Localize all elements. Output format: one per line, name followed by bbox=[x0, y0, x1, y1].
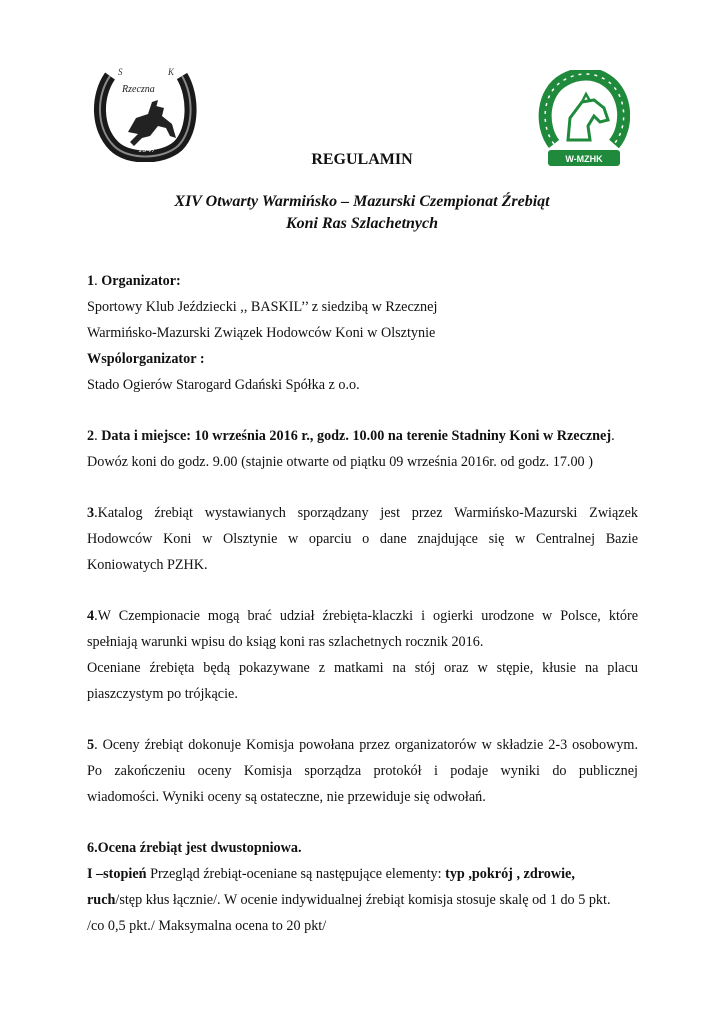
horse-head-icon bbox=[568, 100, 608, 140]
co-organizer-heading: Wspólorganizator : bbox=[87, 351, 205, 367]
section-4-line: piaszczystym po trójkącie. bbox=[87, 686, 238, 702]
logo-wmzhk-label: W-MZHK bbox=[565, 154, 603, 164]
section-6-line: ruch/stęp kłus łącznie/. W ocenie indywidualnej źrebiąt komisja stosuje skalę od 1 do 5 pkt. bbox=[87, 892, 611, 908]
section-6-stage-1: I –stopień Przegląd źrebiąt-oceniane są następujące elementy: typ ,pokrój , zdrowie, bbox=[87, 866, 575, 882]
co-organizer-line: Stado Ogierów Starogard Gdański Spółka z o.o. bbox=[87, 377, 360, 393]
section-4-line: 4.W Czempionacie mogą brać udział źrebięta-klaczki i ogierki urodzone w Polsce, które bbox=[87, 608, 638, 624]
logo-letter-k: K bbox=[168, 67, 175, 77]
logo-letter-s: S bbox=[118, 67, 123, 77]
section-3-line: 3.Katalog źrebiąt wystawianych sporządzany jest przez Warmińsko-Mazurski Związek bbox=[87, 505, 638, 521]
document-subtitle bbox=[0, 191, 724, 235]
regulation-body bbox=[87, 268, 638, 939]
section-6-heading: 6.Ocena źrebiąt jest dwustopniowa. bbox=[87, 840, 302, 856]
subtitle-line: Koni Ras Szlachetnych bbox=[285, 215, 439, 232]
section-3-line: Hodowców Koni w Olsztynie w oparciu o dane znajdujące się w Centralnej Bazie bbox=[87, 531, 638, 547]
organizer-line: Sportowy Klub Jeździecki ,, BASKIL’’ z siedzibą w Rzecznej bbox=[87, 299, 438, 315]
section-5-line: wiadomości. Wyniki oceny są ostateczne, nie przewiduje się odwołań. bbox=[87, 789, 486, 805]
logo-year: 1947 bbox=[138, 144, 156, 154]
section-6-line: /co 0,5 pkt./ Maksymalna ocena to 20 pkt/ bbox=[87, 918, 327, 934]
section-2-date-place: 2. Data i miejsce: 10 września 2016 r., godz. 10.00 na terenie Stadniny Koni w Rzecznej. bbox=[87, 428, 615, 444]
document-title: REGULAMIN bbox=[311, 151, 413, 168]
section-1-heading: 1. Organizator: bbox=[87, 273, 181, 289]
horse-rider-icon bbox=[128, 106, 176, 146]
section-4-line: spełniają warunki wpisu do ksiąg koni ras szlachetnych rocznik 2016. bbox=[87, 634, 484, 650]
logo-club-name: Rzeczna bbox=[122, 84, 155, 95]
section-5-line: 5. Oceny źrebiąt dokonuje Komisja powołana przez organizatorów w składzie 2-3 osobowym. bbox=[87, 737, 638, 753]
subtitle-line: XIV Otwarty Warmińsko – Mazurski Czempionat Źrebiąt bbox=[174, 193, 550, 210]
section-5-line: Po zakończeniu oceny Komisja sporządza protokół i podaje wyniki do publicznej bbox=[87, 763, 638, 779]
organizer-line: Warmińsko-Mazurski Związek Hodowców Koni w Olsztynie bbox=[87, 325, 436, 341]
section-2-transport: Dowóz koni do godz. 9.00 (stajnie otwarte od piątku 09 września 2016r. od godz. 17.00 ) bbox=[87, 454, 593, 470]
section-3-line: Koniowatych PZHK. bbox=[87, 557, 208, 573]
club-logo-skr bbox=[90, 62, 200, 162]
section-4-line: Oceniane źrebięta będą pokazywane z matkami na stój oraz w stępie, kłusie na placu bbox=[87, 660, 638, 676]
